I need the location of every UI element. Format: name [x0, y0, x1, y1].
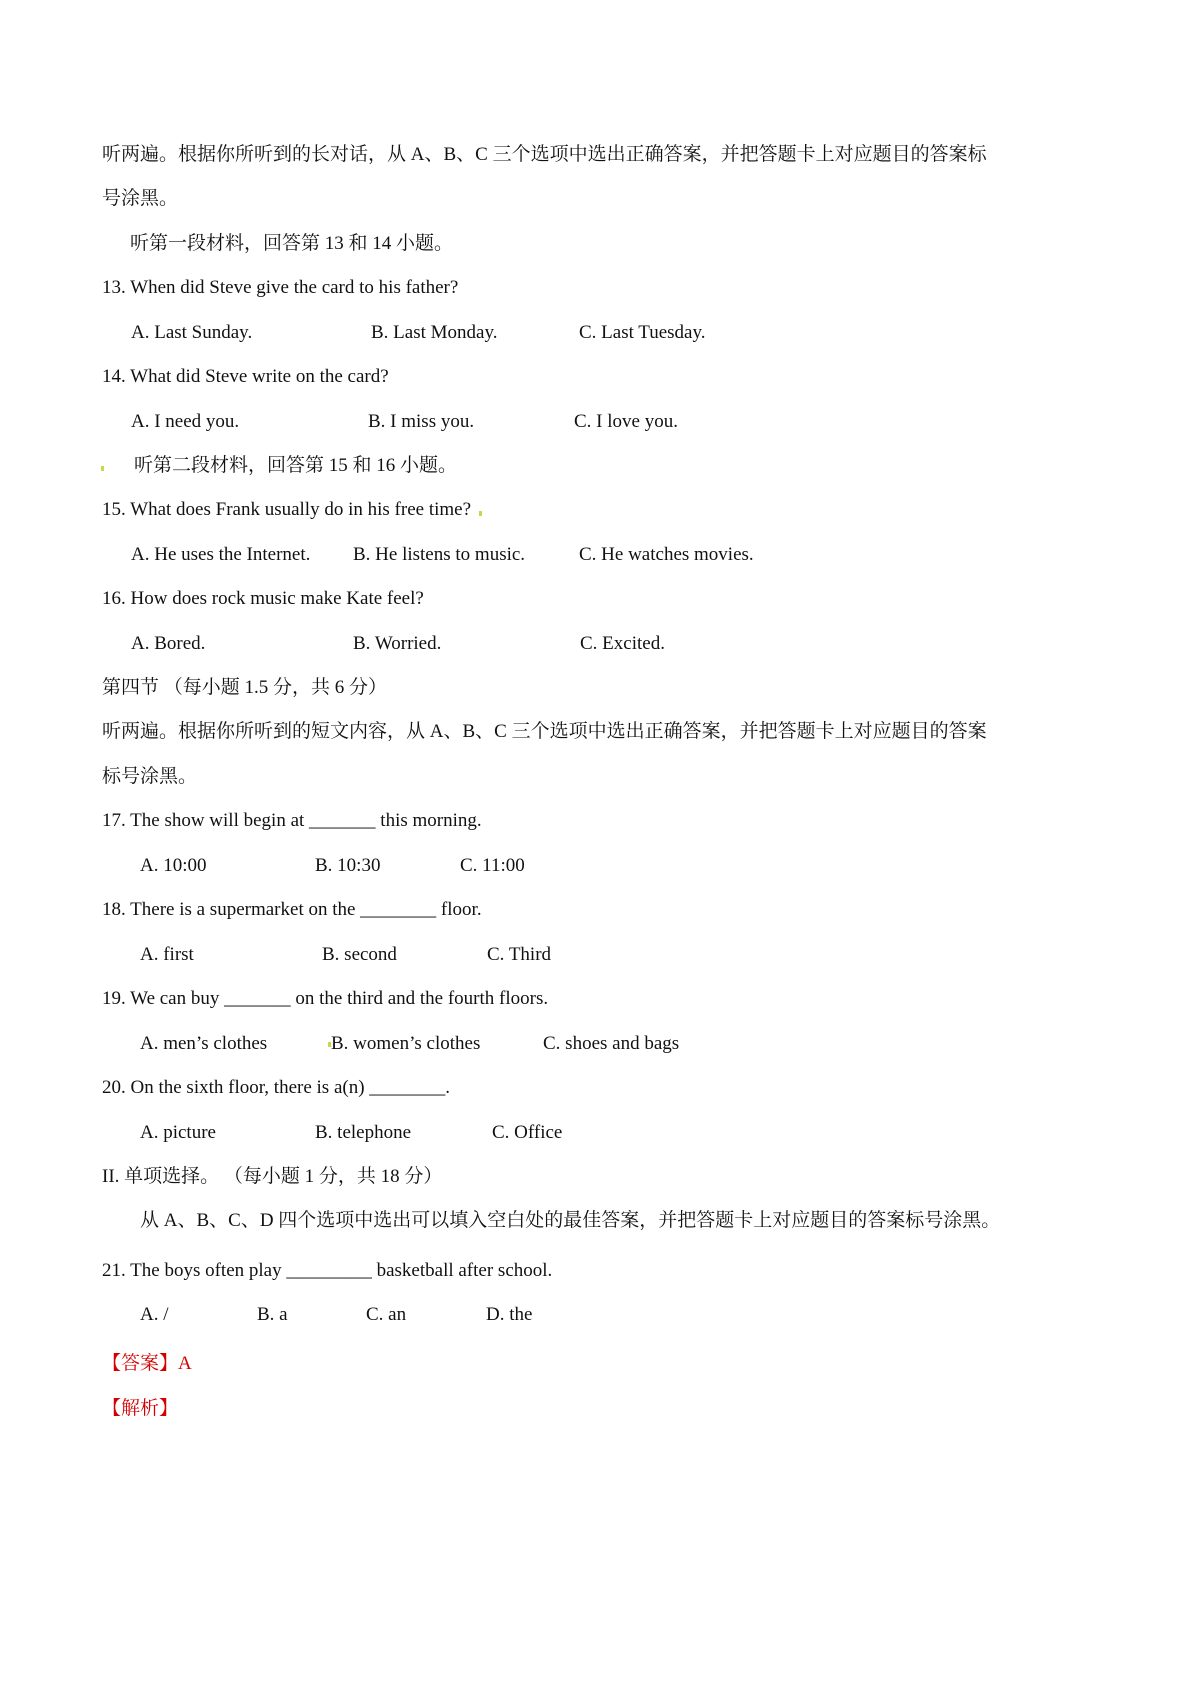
grammar-instruction: 从 A、B、C、D 四个选项中选出可以填入空白处的最佳答案，并把答题卡上对应题目的答案标号涂黑。: [140, 1210, 1001, 1231]
answer-value: A: [178, 1353, 192, 1374]
q21-option-c: C. an: [366, 1304, 407, 1325]
q19-option-a: A. men’s clothes: [140, 1033, 268, 1054]
question-19: 19. We can buy _______ on the third and the fourth floors.: [102, 988, 549, 1009]
q20-option-b: B. telephone: [315, 1122, 412, 1143]
grammar-section-heading: II. 单项选择。 （每小题 1 分，共 18 分）: [102, 1166, 443, 1187]
section4-heading: 第四节 （每小题 1.5 分，共 6 分）: [102, 677, 388, 698]
stray-mark: [101, 466, 104, 471]
q19-option-b: B. women’s clothes: [331, 1033, 481, 1054]
q17-option-a: A. 10:00: [140, 855, 207, 876]
section4-instruction-line1: 听两遍。根据你所听到的短文内容，从 A、B、C 三个选项中选出正确答案，并把答题卡上对应题目的答案: [102, 721, 987, 742]
question-15: 15. What does Frank usually do in his free time?: [102, 499, 472, 520]
q19-option-c: C. shoes and bags: [543, 1033, 680, 1054]
question-14: 14. What did Steve write on the card?: [102, 366, 389, 387]
q15-option-c: C. He watches movies.: [579, 544, 754, 565]
answer-label: 【答案】: [102, 1353, 179, 1374]
question-20: 20. On the sixth floor, there is a(n) ________.: [102, 1077, 451, 1098]
q13-option-b: B. Last Monday.: [371, 322, 498, 343]
question-16: 16. How does rock music make Kate feel?: [102, 588, 424, 609]
section4-instruction-line2: 标号涂黑。: [102, 766, 198, 787]
answer-line: [102, 1352, 192, 1376]
q20-option-c: C. Office: [492, 1122, 563, 1143]
q17-option-c: C. 11:00: [460, 855, 525, 876]
q18-option-c: C. Third: [487, 944, 552, 965]
q21-option-b: B. a: [257, 1304, 288, 1325]
question-18: 18. There is a supermarket on the ________ floor.: [102, 899, 482, 920]
q21-option-d: D. the: [486, 1304, 533, 1325]
analysis-label: 【解析】: [102, 1398, 179, 1419]
section3-instruction-line2: 号涂黑。: [102, 188, 179, 209]
q13-option-c: C. Last Tuesday.: [579, 322, 706, 343]
section3-instruction-line1: 听两遍。根据你所听到的长对话，从 A、B、C 三个选项中选出正确答案，并把答题卡上对应题目的答案标: [102, 144, 987, 165]
question-21: 21. The boys often play _________ basketball after school.: [102, 1260, 553, 1281]
q18-option-a: A. first: [140, 944, 194, 965]
q15-option-a: A. He uses the Internet.: [131, 544, 311, 565]
q20-option-a: A. picture: [140, 1122, 216, 1143]
q15-option-b: B. He listens to music.: [353, 544, 526, 565]
q13-option-a: A. Last Sunday.: [131, 322, 253, 343]
q14-option-a: A. I need you.: [131, 411, 240, 432]
q18-option-b: B. second: [322, 944, 397, 965]
stray-mark: [479, 511, 482, 516]
q17-option-b: B. 10:30: [315, 855, 381, 876]
q14-option-c: C. I love you.: [574, 411, 678, 432]
q14-option-b: B. I miss you.: [368, 411, 475, 432]
material2-label: 听第二段材料，回答第 15 和 16 小题。: [134, 455, 458, 476]
q16-option-a: A. Bored.: [131, 633, 206, 654]
question-17: 17. The show will begin at _______ this morning.: [102, 810, 482, 831]
material1-label: 听第一段材料，回答第 13 和 14 小题。: [130, 233, 454, 254]
q16-option-c: C. Excited.: [580, 633, 665, 654]
q21-option-a: A. /: [140, 1304, 169, 1325]
q16-option-b: B. Worried.: [353, 633, 442, 654]
question-13: 13. When did Steve give the card to his father?: [102, 277, 459, 298]
